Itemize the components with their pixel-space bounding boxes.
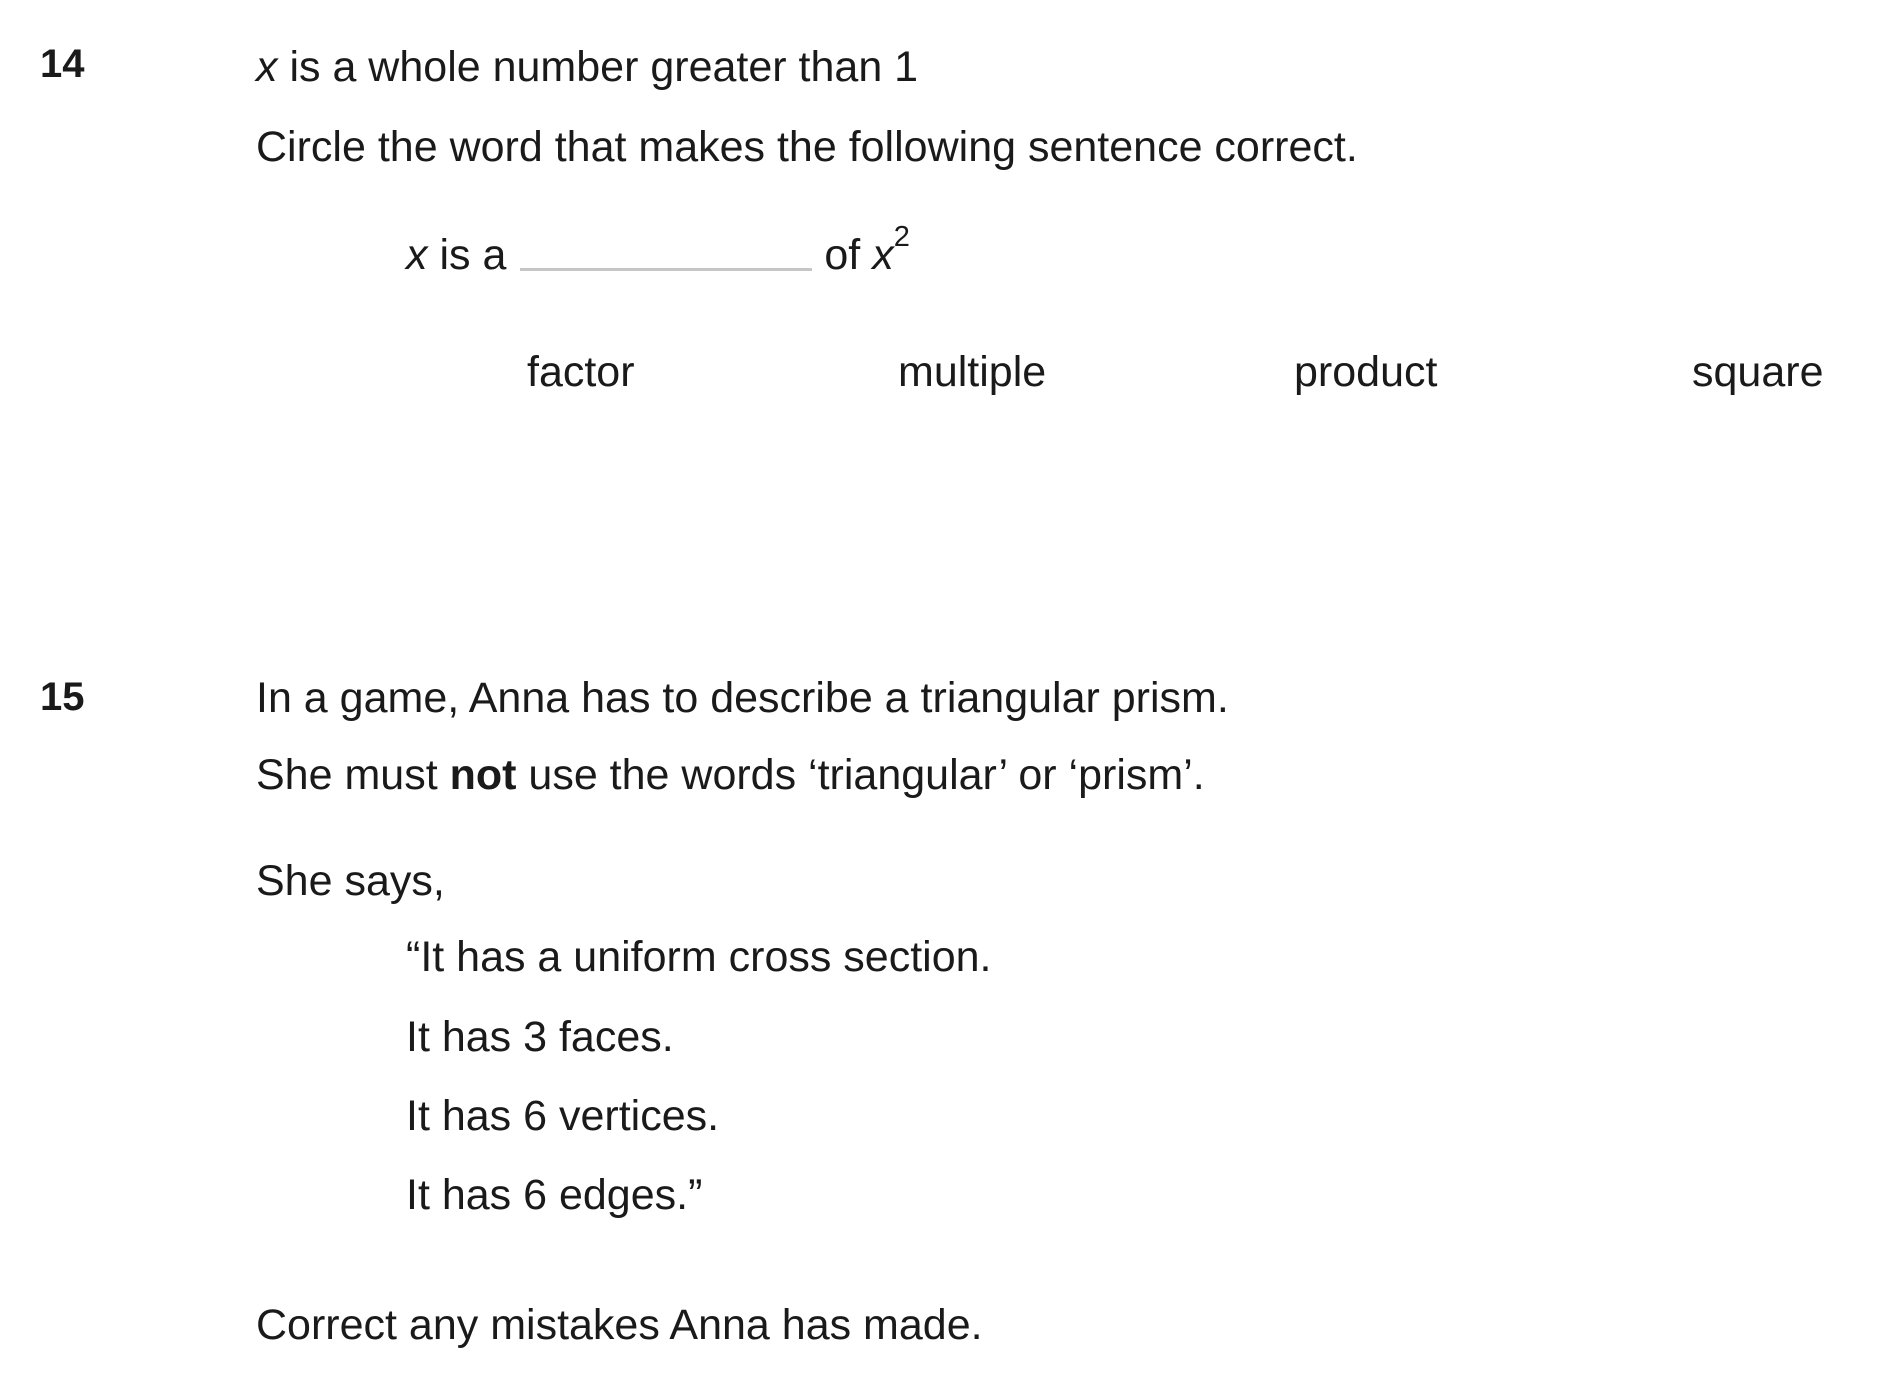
q15-restriction-bold: not <box>449 751 517 799</box>
quote-line-3: It has 6 vertices. <box>406 1092 720 1140</box>
q14-sentence-after-blank: of <box>824 231 873 279</box>
q14-sentence <box>406 220 910 279</box>
option-square[interactable]: square <box>1692 348 1824 396</box>
option-multiple[interactable]: multiple <box>898 348 1047 396</box>
option-product[interactable]: product <box>1294 348 1438 396</box>
q15-restriction <box>256 751 1205 799</box>
question-number-15: 15 <box>40 675 85 719</box>
q15-intro: In a game, Anna has to describe a triangular prism. <box>256 674 1229 722</box>
question-number-14: 14 <box>40 42 85 86</box>
answer-blank[interactable] <box>520 268 812 271</box>
q14-statement-text: is a whole number greater than 1 <box>277 43 919 91</box>
q14-variable: x <box>256 43 278 91</box>
q14-sentence-before-blank: is a <box>427 231 507 279</box>
q15-task: Correct any mistakes Anna has made. <box>256 1301 983 1349</box>
quote-line-4: It has 6 edges.” <box>406 1171 703 1219</box>
quote-line-2: It has 3 faces. <box>406 1013 674 1061</box>
q14-sentence-variable: x <box>406 231 428 279</box>
q14-exponent: 2 <box>893 220 910 253</box>
quote-line-1: “It has a uniform cross section. <box>406 933 992 981</box>
q14-sentence-variable-2: x <box>872 231 894 279</box>
q14-statement <box>256 43 919 91</box>
q15-restriction-start: She must <box>256 751 450 799</box>
q15-she-says: She says, <box>256 857 445 905</box>
q15-restriction-end: use the words ‘triangular’ or ‘prism’. <box>516 751 1205 799</box>
option-factor[interactable]: factor <box>527 348 635 396</box>
q14-instruction: Circle the word that makes the following sentence correct. <box>256 123 1358 171</box>
